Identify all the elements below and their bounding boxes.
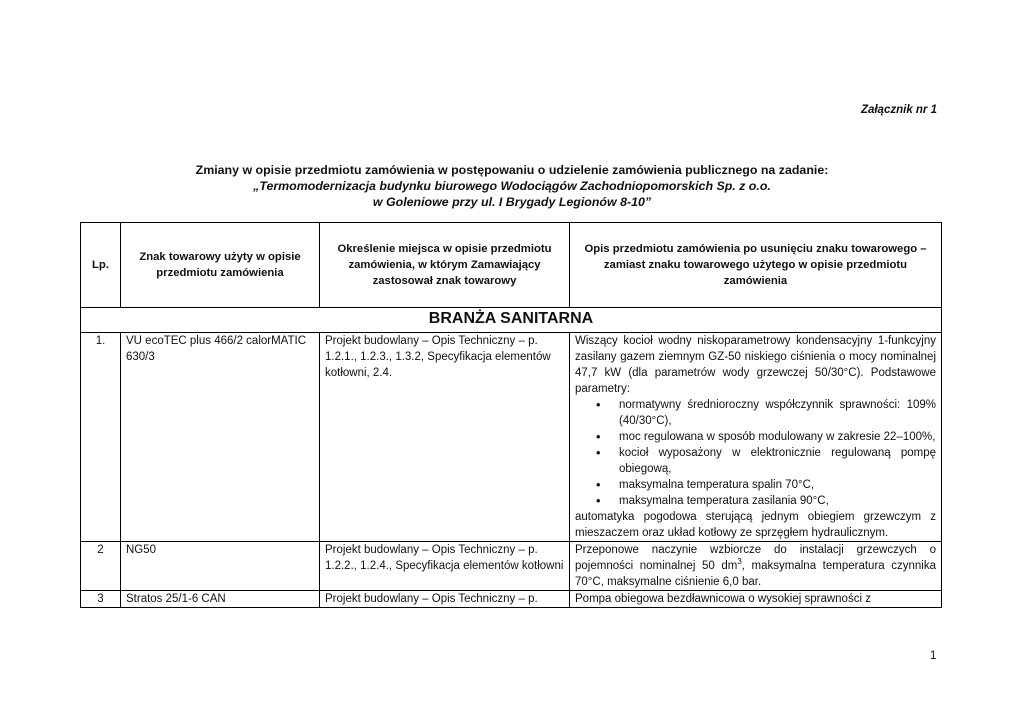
table-row [81,542,942,591]
heading-line-1: Zmiany w opisie przedmiotu zamówienia w postępowaniu o udzielenie zamówienia publicznego na zadanie: [195,163,829,177]
branch-row [81,308,942,333]
page-number: 1 [930,650,937,662]
table-row [81,333,942,542]
row-description [570,542,942,591]
row-trademark: Stratos 25/1-6 CAN [121,591,320,608]
row-description: Pompa obiegowa bezdławnicowa o wysokiej sprawności z [570,591,942,608]
row-lp: 1. [81,333,121,542]
description-intro: Wiszący kocioł wodny niskoparametrowy kondensacyjny 1-funkcyjny zasilany gazem ziemnym GZ-50 niskiego ciśnienia o mocy nominalnej 47,7 kW (dla parametrów wody grzewczej 50/30°C). Podstawowe parametry: [575,335,936,395]
table-header-row [81,223,942,308]
row-description [570,333,942,542]
header-location: Określenie miejsca w opisie przedmiotu zamówienia, w którym Zamawiający zastosował znak towarowy [320,223,570,308]
branch-title: BRANŻA SANITARNA [81,308,942,333]
row-trademark: VU ecoTEC plus 466/2 calorMATIC 630/3 [121,333,320,542]
description-outro: automatyka pogodowa sterującą jednym obiegiem grzewczym z mieszaczem oraz układ kotłowy ze sprzęgłem hydraulicznym. [575,511,936,539]
row-location: Projekt budowlany – Opis Techniczny – p. [320,591,570,608]
document-heading [0,162,1024,210]
header-trademark: Znak towarowy użyty w opisie przedmiotu zamówienia [121,223,320,308]
row-location: Projekt budowlany – Opis Techniczny – p. 1.2.2., 1.2.4., Specyfikacja elementów kotłowni [320,542,570,591]
superscript: 3 [737,557,742,567]
list-item: • maksymalna temperatura spalin 70°C, [619,477,936,493]
row-lp: 3 [81,591,121,608]
heading-line-3: w Goleniowe przy ul. I Brygady Legionów 8-10” [372,195,652,209]
row-trademark: NG50 [121,542,320,591]
row-lp: 2 [81,542,121,591]
list-item: • normatywny średnioroczny współczynnik sprawności: 109% (40/30°C), [619,397,936,429]
header-description: Opis przedmiotu zamówienia po usunięciu znaku towarowego – zamiast znaku towarowego użytego w opisie przedmiotu zamówienia [570,223,942,308]
list-item: • moc regulowana w sposób modulowany w zakresie 22–100%, [619,429,936,445]
heading-line-2: „Termomodernizacja budynku biurowego Wodociągów Zachodniopomorskich Sp. z o.o. [253,179,771,193]
list-item: • kocioł wyposażony w elektronicznie regulowaną pompę obiegową, [619,445,936,477]
description-text: , maksymalna temperatura czynnika 70°C, maksymalne ciśnienie 6,0 bar. [575,560,937,588]
list-item: • maksymalna temperatura zasilania 90°C, [619,493,936,509]
changes-table [80,222,942,608]
attachment-label: Załącznik nr 1 [860,104,937,116]
parameter-list [575,397,936,509]
description-text: Przeponowe naczynie wzbiorcze do instalacji grzewczych o pojemności nominalnej 50 dm [575,544,936,572]
header-lp: Lp. [81,223,121,308]
row-location: Projekt budowlany – Opis Techniczny – p. 1.2.1., 1.2.3., 1.3.2, Specyfikacja elementów kotłowni, 2.4. [320,333,570,542]
table-row [81,591,942,608]
